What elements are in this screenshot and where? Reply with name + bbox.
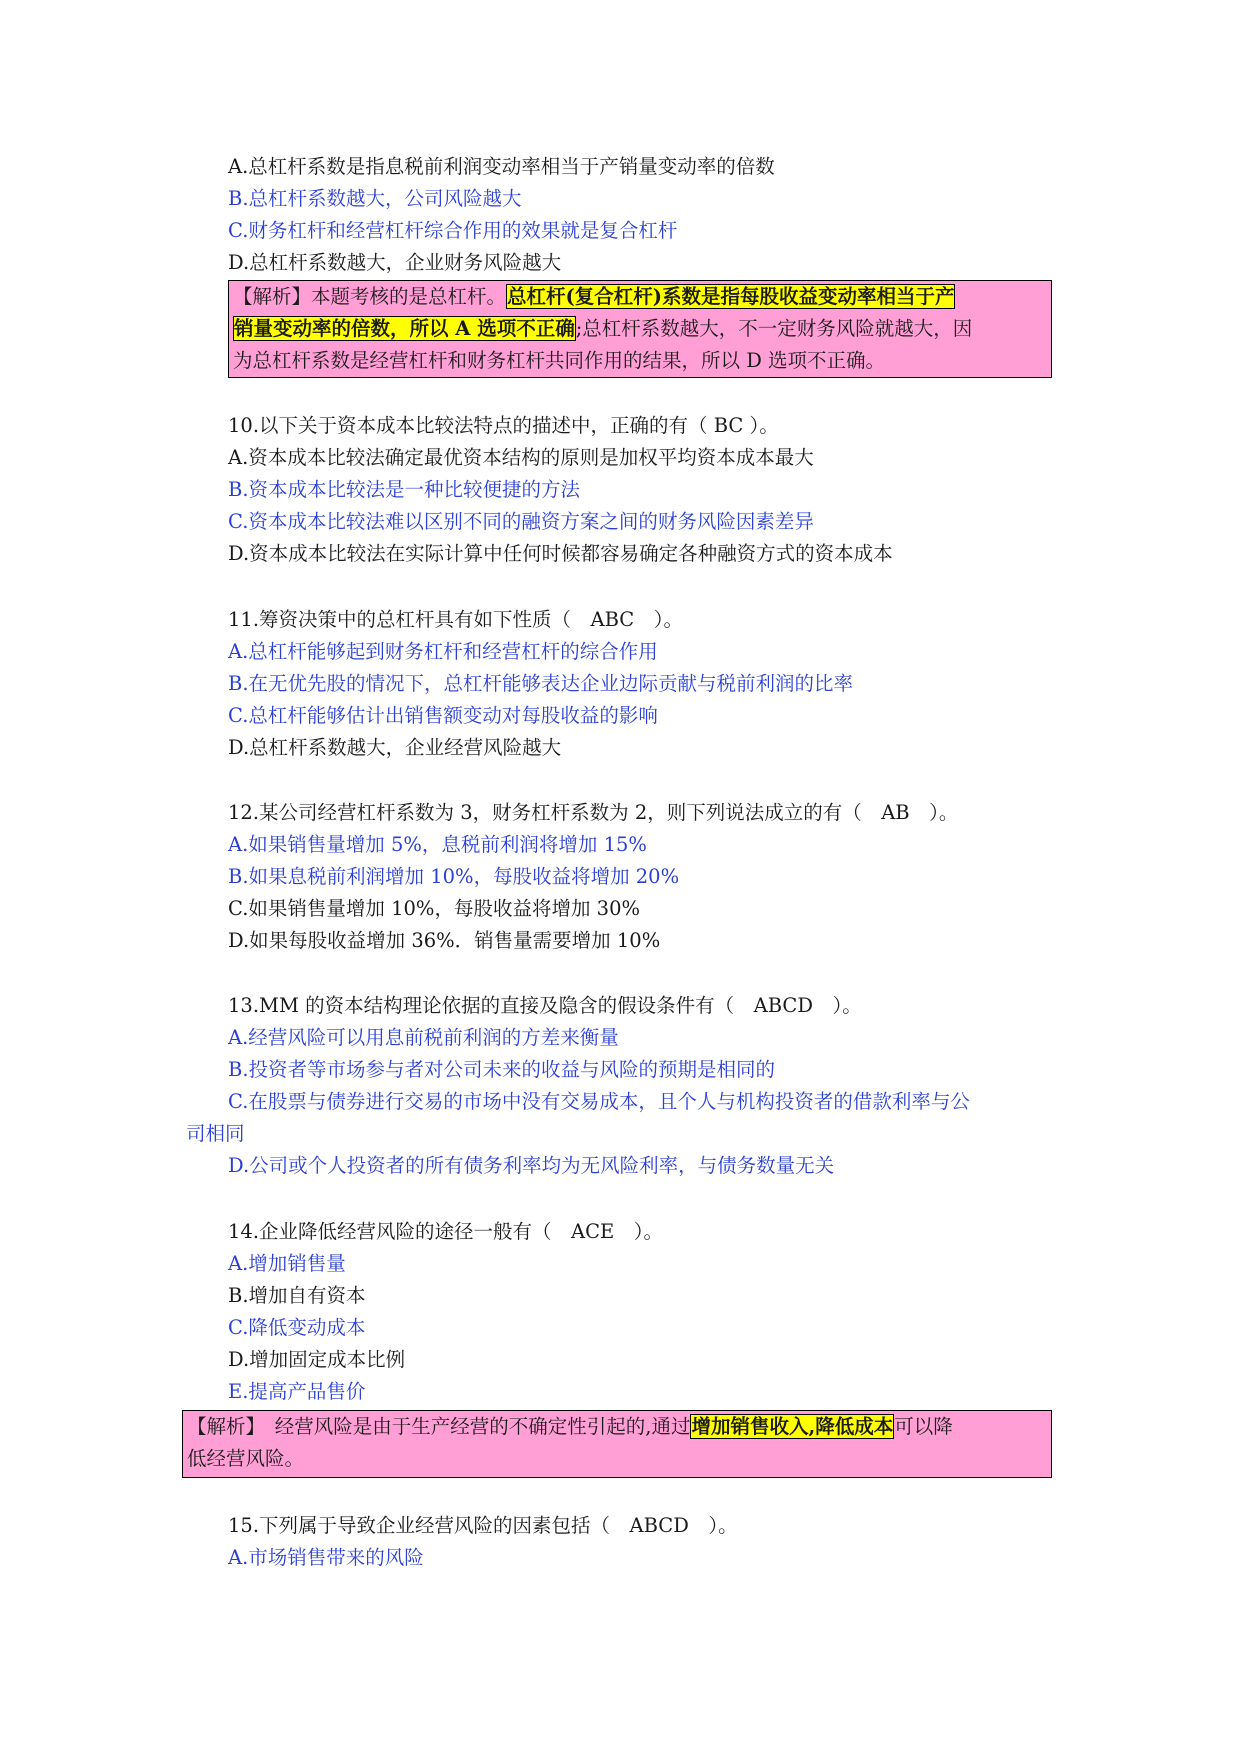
analysis-box-2 <box>182 1410 1052 1478</box>
q14-option-d: D.增加固定成本比例 <box>228 1348 406 1371</box>
analysis-1-highlight-2: 销量变动率的倍数，所以 A 选项不正确 <box>234 317 575 340</box>
q9-option-b: B.总杠杆系数越大，公司风险越大 <box>228 187 522 210</box>
q9-option-c: C.财务杠杆和经营杠杆综合作用的效果就是复合杠杆 <box>228 219 678 242</box>
analysis-2-suffix: 可以降 <box>894 1415 953 1438</box>
q9-option-a: A.总杠杆系数是指息税前利润变动率相当于产销量变动率的倍数 <box>228 155 775 178</box>
analysis-1-rest: ;总杠杆系数越大，不一定财务风险就越大，因 <box>575 317 973 340</box>
q14-option-e: E.提高产品售价 <box>228 1380 366 1403</box>
q10-option-d: D.资本成本比较法在实际计算中任何时候都容易确定各种融资方式的资本成本 <box>228 542 893 565</box>
q15-stem: 15.下列属于导致企业经营风险的因素包括（ ABCD ）。 <box>228 1514 738 1537</box>
q12-option-c: C.如果销售量增加 10%，每股收益将增加 30% <box>228 897 641 920</box>
q13-stem: 13.MM 的资本结构理论依据的直接及隐含的假设条件有（ ABCD ）。 <box>228 994 862 1017</box>
analysis-2-line-1 <box>187 1411 1047 1443</box>
q13-option-b: B.投资者等市场参与者对公司未来的收益与风险的预期是相同的 <box>228 1058 776 1081</box>
q11-option-a: A.总杠杆能够起到财务杠杆和经营杠杆的综合作用 <box>228 640 658 663</box>
analysis-1-line-3: 为总杠杆系数是经营杠杆和财务杠杆共同作用的结果，所以 D 选项不正确。 <box>233 349 886 372</box>
q13-option-a: A.经营风险可以用息前税前利润的方差来衡量 <box>228 1026 619 1049</box>
q10-stem: 10.以下关于资本成本比较法特点的描述中，正确的有（ BC ）。 <box>228 414 779 437</box>
q10-option-a: A.资本成本比较法确定最优资本结构的原则是加权平均资本成本最大 <box>228 446 814 469</box>
q14-option-c: C.降低变动成本 <box>228 1316 366 1339</box>
q11-stem: 11.筹资决策中的总杠杆具有如下性质（ ABC ）。 <box>228 608 683 631</box>
analysis-1-line-2 <box>233 313 1047 345</box>
analysis-2-line-2: 低经营风险。 <box>187 1447 305 1470</box>
q14-option-b: B.增加自有资本 <box>228 1284 366 1307</box>
q11-option-b: B.在无优先股的情况下，总杠杆能够表达企业边际贡献与税前利润的比率 <box>228 672 854 695</box>
q10-option-c: C.资本成本比较法难以区别不同的融资方案之间的财务风险因素差异 <box>228 510 814 533</box>
q9-option-d: D.总杠杆系数越大，企业财务风险越大 <box>228 251 562 274</box>
q12-option-a: A.如果销售量增加 5%，息税前利润将增加 15% <box>228 833 647 856</box>
q11-option-d: D.总杠杆系数越大，企业经营风险越大 <box>228 736 562 759</box>
q11-option-c: C.总杠杆能够估计出销售额变动对每股收益的影响 <box>228 704 658 727</box>
analysis-box-1 <box>228 280 1052 378</box>
q14-option-a: A.增加销售量 <box>228 1252 346 1275</box>
analysis-2-prefix: 【解析】 经营风险是由于生产经营的不确定性引起的,通过 <box>187 1415 691 1438</box>
q13-option-c: C.在股票与债券进行交易的市场中没有交易成本，且个人与机构投资者的借款利率与公 <box>228 1090 970 1113</box>
analysis-1-line-1 <box>233 281 1047 313</box>
q12-option-b: B.如果息税前利润增加 10%，每股收益将增加 20% <box>228 865 680 888</box>
q14-stem: 14.企业降低经营风险的途径一般有（ ACE ）。 <box>228 1220 663 1243</box>
analysis-2-highlight: 增加销售收入,降低成本 <box>691 1415 894 1438</box>
q13-option-c-continued: 司相同 <box>186 1122 245 1145</box>
q13-option-d: D.公司或个人投资者的所有债务利率均为无风险利率，与债务数量无关 <box>228 1154 835 1177</box>
q12-stem: 12.某公司经营杠杆系数为 3，财务杠杆系数为 2，则下列说法成立的有（ AB ）。 <box>228 801 959 824</box>
q12-option-d: D.如果每股收益增加 36%．销售量需要增加 10% <box>228 929 661 952</box>
analysis-1-prefix: 【解析】本题考核的是总杠杆。 <box>233 285 507 308</box>
q10-option-b: B.资本成本比较法是一种比较便捷的方法 <box>228 478 581 501</box>
analysis-1-highlight-1: 总杠杆(复合杠杆)系数是指每股收益变动率相当于产 <box>507 285 955 308</box>
q15-option-a: A.市场销售带来的风险 <box>228 1546 424 1569</box>
